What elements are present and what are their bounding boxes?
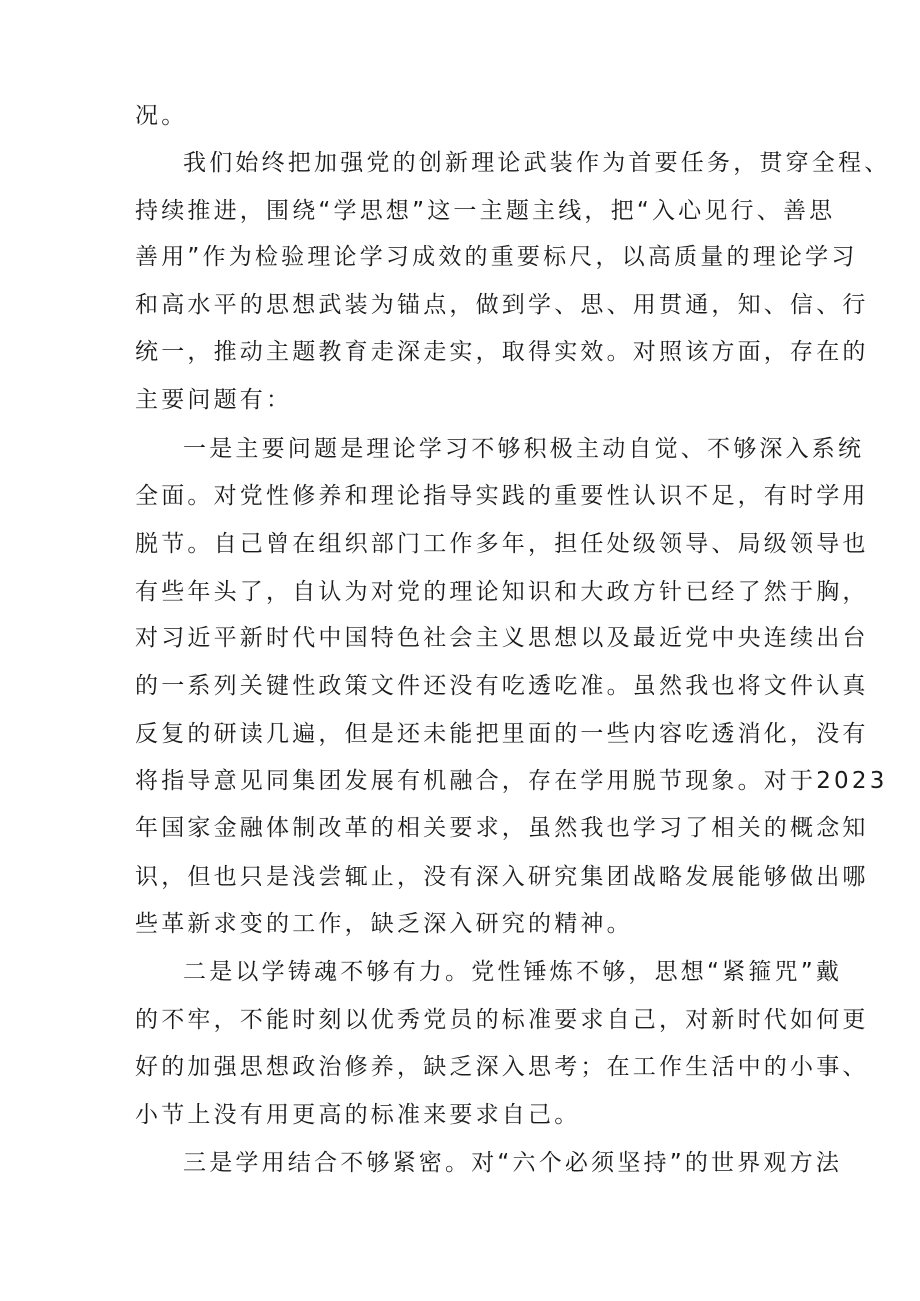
text-line: 好的加强思想政治修养，缺乏深入思考；在工作生活中的小事、	[135, 1054, 869, 1080]
text-line: 识，但也只是浅尝辄止，没有深入研究集团战略发展能够做出哪	[135, 864, 869, 890]
text-line: 三是学用结合不够紧密。对“六个必须坚持”的世界观方法	[183, 1150, 843, 1176]
text-line: 我们始终把加强党的创新理论武装作为首要任务，贯穿全程、	[183, 150, 891, 176]
text-line: 些革新求变的工作，缺乏深入研究的精神。	[135, 911, 633, 937]
text-line: 年国家金融体制改革的相关要求，虽然我也学习了相关的概念知	[135, 815, 869, 841]
text-line: 小节上没有用更高的标准来要求自己。	[135, 1102, 581, 1128]
text-line: 主要问题有：	[135, 387, 293, 413]
text-line: 统一，推动主题教育走深走实，取得实效。对照该方面，存在的	[135, 339, 869, 365]
text-line: 的一系列关键性政策文件还没有吃透吃准。虽然我也将文件认真	[135, 673, 869, 699]
text-line: 全面。对党性修养和理论指导实践的重要性认识不足，有时学用	[135, 483, 869, 509]
text-line: 的不牢，不能时刻以优秀党员的标准要求自己，对新时代如何更	[135, 1007, 869, 1033]
text-line: 善用”作为检验理论学习成效的重要标尺，以高质量的理论学习	[135, 244, 858, 270]
text-line: 对习近平新时代中国特色社会主义思想以及最近党中央连续出台	[135, 625, 869, 651]
text-line: 反复的研读几遍，但是还未能把里面的一些内容吃透消化，没有	[135, 721, 869, 747]
text-line: 况。	[135, 103, 188, 129]
text-line: 将指导意见同集团发展有机融合，存在学用脱节现象。对于2023	[135, 768, 888, 794]
text-line: 和高水平的思想武装为锚点，做到学、思、用贯通，知、信、行	[135, 292, 869, 318]
text-line: 脱节。自己曾在组织部门工作多年，担任处级领导、局级领导也	[135, 531, 869, 557]
text-line: 有些年头了，自认为对党的理论知识和大政方针已经了然于胸，	[135, 579, 869, 605]
text-line: 二是以学铸魂不够有力。党性锤炼不够，思想“紧箍咒”戴	[183, 959, 843, 985]
text-line: 一是主要问题是理论学习不够积极主动自觉、不够深入系统	[183, 436, 865, 462]
text-line: 持续推进，围绕“学思想”这一主题主线，把“入心见行、善思	[135, 198, 836, 224]
